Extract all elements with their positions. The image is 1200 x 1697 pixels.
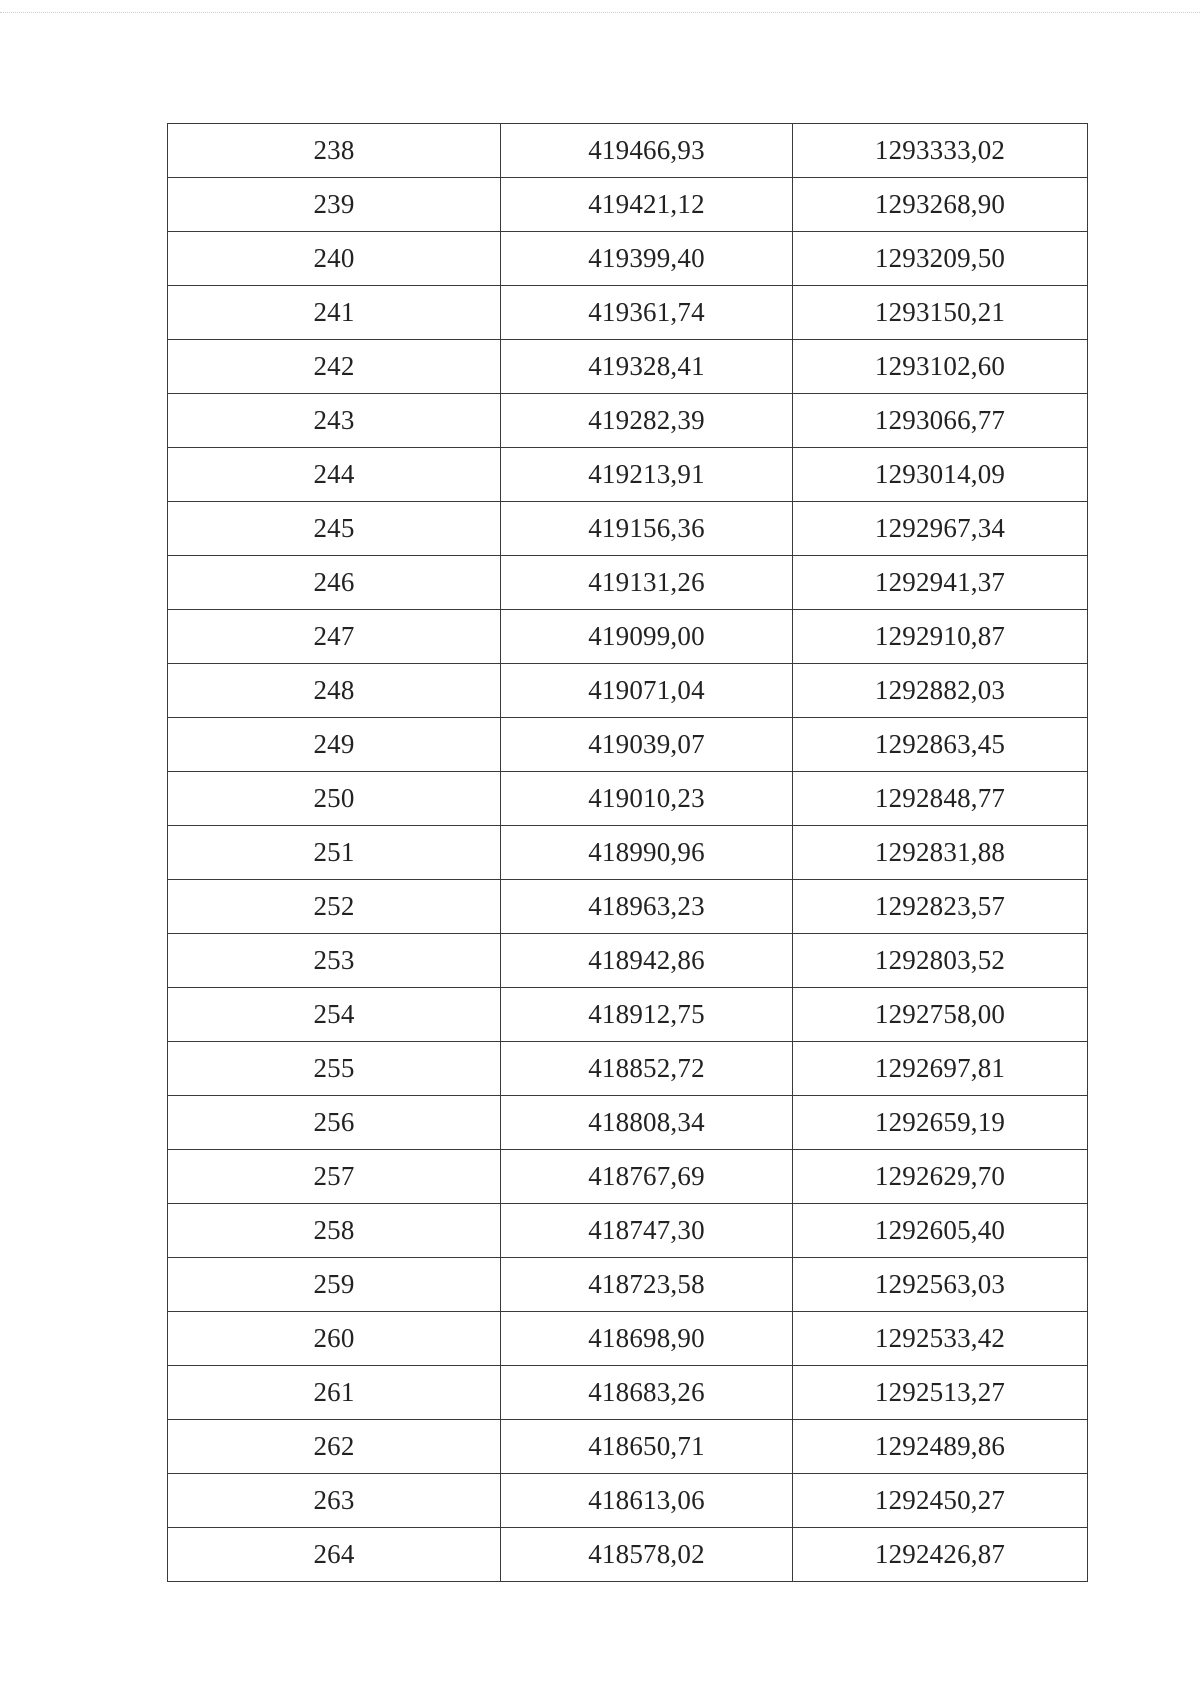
table-row — [168, 232, 1088, 286]
y-coordinate-cell: 1292697,81 — [793, 1042, 1088, 1096]
coordinates-table — [167, 123, 1088, 1582]
y-coordinate-cell: 1292823,57 — [793, 880, 1088, 934]
point-number-cell: 240 — [168, 232, 501, 286]
y-coordinate-cell: 1293209,50 — [793, 232, 1088, 286]
point-number-cell: 256 — [168, 1096, 501, 1150]
table-row — [168, 1204, 1088, 1258]
table-row — [168, 1042, 1088, 1096]
x-coordinate-cell: 418990,96 — [501, 826, 793, 880]
point-number-cell: 259 — [168, 1258, 501, 1312]
point-number-cell: 252 — [168, 880, 501, 934]
x-coordinate-cell: 419099,00 — [501, 610, 793, 664]
x-coordinate-cell: 419399,40 — [501, 232, 793, 286]
scan-edge-line — [0, 12, 1200, 13]
table-row — [168, 286, 1088, 340]
y-coordinate-cell: 1292941,37 — [793, 556, 1088, 610]
point-number-cell: 258 — [168, 1204, 501, 1258]
y-coordinate-cell: 1292489,86 — [793, 1420, 1088, 1474]
point-number-cell: 244 — [168, 448, 501, 502]
y-coordinate-cell: 1292629,70 — [793, 1150, 1088, 1204]
x-coordinate-cell: 419131,26 — [501, 556, 793, 610]
table-row — [168, 610, 1088, 664]
y-coordinate-cell: 1292831,88 — [793, 826, 1088, 880]
y-coordinate-cell: 1293150,21 — [793, 286, 1088, 340]
table-row — [168, 1096, 1088, 1150]
x-coordinate-cell: 418808,34 — [501, 1096, 793, 1150]
point-number-cell: 243 — [168, 394, 501, 448]
x-coordinate-cell: 419361,74 — [501, 286, 793, 340]
y-coordinate-cell: 1293333,02 — [793, 124, 1088, 178]
table-row — [168, 1528, 1088, 1582]
y-coordinate-cell: 1292863,45 — [793, 718, 1088, 772]
x-coordinate-cell: 419466,93 — [501, 124, 793, 178]
point-number-cell: 257 — [168, 1150, 501, 1204]
point-number-cell: 249 — [168, 718, 501, 772]
x-coordinate-cell: 418852,72 — [501, 1042, 793, 1096]
y-coordinate-cell: 1292910,87 — [793, 610, 1088, 664]
x-coordinate-cell: 418613,06 — [501, 1474, 793, 1528]
table-row — [168, 340, 1088, 394]
point-number-cell: 254 — [168, 988, 501, 1042]
table-row — [168, 772, 1088, 826]
table-row — [168, 1150, 1088, 1204]
table-row — [168, 1258, 1088, 1312]
table-row — [168, 718, 1088, 772]
table-row — [168, 1366, 1088, 1420]
table-row — [168, 934, 1088, 988]
x-coordinate-cell: 419421,12 — [501, 178, 793, 232]
x-coordinate-cell: 419282,39 — [501, 394, 793, 448]
point-number-cell: 260 — [168, 1312, 501, 1366]
x-coordinate-cell: 418767,69 — [501, 1150, 793, 1204]
x-coordinate-cell: 419010,23 — [501, 772, 793, 826]
y-coordinate-cell: 1292848,77 — [793, 772, 1088, 826]
y-coordinate-cell: 1292426,87 — [793, 1528, 1088, 1582]
x-coordinate-cell: 419039,07 — [501, 718, 793, 772]
y-coordinate-cell: 1292659,19 — [793, 1096, 1088, 1150]
x-coordinate-cell: 418963,23 — [501, 880, 793, 934]
x-coordinate-cell: 419071,04 — [501, 664, 793, 718]
y-coordinate-cell: 1293014,09 — [793, 448, 1088, 502]
table-row — [168, 124, 1088, 178]
y-coordinate-cell: 1292450,27 — [793, 1474, 1088, 1528]
y-coordinate-cell: 1292967,34 — [793, 502, 1088, 556]
y-coordinate-cell: 1292513,27 — [793, 1366, 1088, 1420]
x-coordinate-cell: 419328,41 — [501, 340, 793, 394]
table-row — [168, 664, 1088, 718]
coordinates-table-body — [168, 124, 1088, 1582]
y-coordinate-cell: 1292563,03 — [793, 1258, 1088, 1312]
point-number-cell: 247 — [168, 610, 501, 664]
point-number-cell: 242 — [168, 340, 501, 394]
point-number-cell: 264 — [168, 1528, 501, 1582]
point-number-cell: 245 — [168, 502, 501, 556]
point-number-cell: 255 — [168, 1042, 501, 1096]
x-coordinate-cell: 418683,26 — [501, 1366, 793, 1420]
point-number-cell: 253 — [168, 934, 501, 988]
point-number-cell: 262 — [168, 1420, 501, 1474]
table-row — [168, 988, 1088, 1042]
x-coordinate-cell: 418912,75 — [501, 988, 793, 1042]
y-coordinate-cell: 1292533,42 — [793, 1312, 1088, 1366]
table-row — [168, 1420, 1088, 1474]
table-row — [168, 394, 1088, 448]
table-row — [168, 502, 1088, 556]
point-number-cell: 250 — [168, 772, 501, 826]
point-number-cell: 238 — [168, 124, 501, 178]
table-row — [168, 448, 1088, 502]
table-row — [168, 1474, 1088, 1528]
x-coordinate-cell: 418698,90 — [501, 1312, 793, 1366]
point-number-cell: 246 — [168, 556, 501, 610]
table-row — [168, 826, 1088, 880]
y-coordinate-cell: 1292803,52 — [793, 934, 1088, 988]
point-number-cell: 239 — [168, 178, 501, 232]
x-coordinate-cell: 418650,71 — [501, 1420, 793, 1474]
y-coordinate-cell: 1292882,03 — [793, 664, 1088, 718]
x-coordinate-cell: 418942,86 — [501, 934, 793, 988]
x-coordinate-cell: 418723,58 — [501, 1258, 793, 1312]
x-coordinate-cell: 418578,02 — [501, 1528, 793, 1582]
x-coordinate-cell: 419156,36 — [501, 502, 793, 556]
table-row — [168, 178, 1088, 232]
y-coordinate-cell: 1292758,00 — [793, 988, 1088, 1042]
y-coordinate-cell: 1293102,60 — [793, 340, 1088, 394]
table-row — [168, 556, 1088, 610]
table-row — [168, 1312, 1088, 1366]
point-number-cell: 263 — [168, 1474, 501, 1528]
y-coordinate-cell: 1292605,40 — [793, 1204, 1088, 1258]
x-coordinate-cell: 419213,91 — [501, 448, 793, 502]
point-number-cell: 251 — [168, 826, 501, 880]
point-number-cell: 241 — [168, 286, 501, 340]
y-coordinate-cell: 1293268,90 — [793, 178, 1088, 232]
y-coordinate-cell: 1293066,77 — [793, 394, 1088, 448]
table-row — [168, 880, 1088, 934]
point-number-cell: 261 — [168, 1366, 501, 1420]
point-number-cell: 248 — [168, 664, 501, 718]
x-coordinate-cell: 418747,30 — [501, 1204, 793, 1258]
